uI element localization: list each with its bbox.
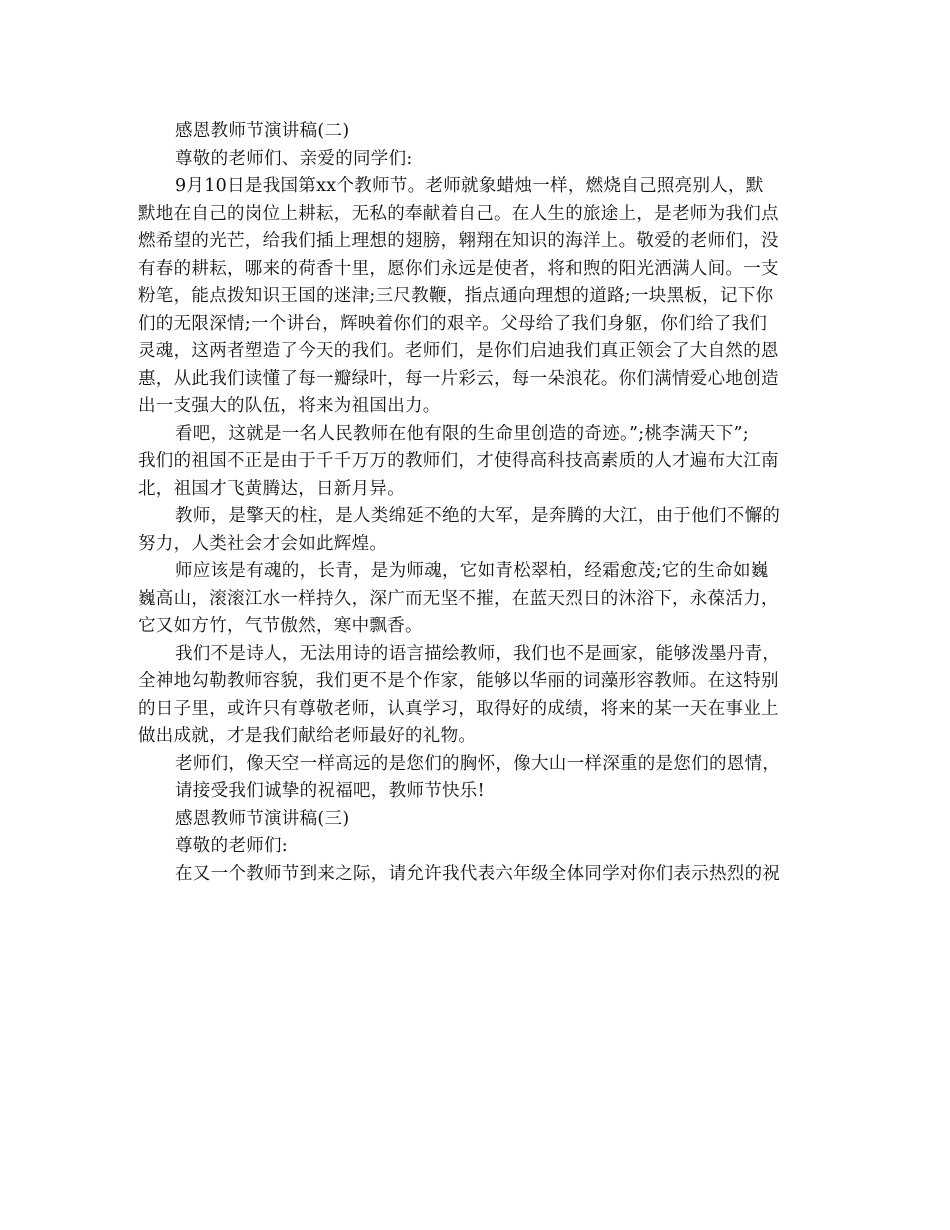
text-line: 努力，人类社会才会如此辉煌。 xyxy=(138,533,388,554)
salutation: 尊敬的老师们、亲爱的同学们: xyxy=(175,148,413,169)
text-line: 燃希望的光芒，给我们插上理想的翅膀，翱翔在知识的海洋上。敬爱的老师们，没 xyxy=(138,231,779,251)
text-line: 我们的祖国不正是由于千千万万的教师们，才使得高科技高素质的人才遍布大江南 xyxy=(138,451,779,471)
section-heading-2: 感恩教师节演讲稿(二) xyxy=(175,121,350,141)
text-line: 老师们，像天空一样高远的是您们的胸怀，像大山一样深重的是您们的恩情， xyxy=(175,753,781,774)
text-line: 我们不是诗人，无法用诗的语言描绘教师，我们也不是画家，能够泼墨丹青， xyxy=(175,643,781,664)
text-line: 的日子里，或许只有尊敬老师，认真学习，取得好的成绩，将来的某一天在事业上 xyxy=(138,698,779,719)
text-line: 出一支强大的队伍，将来为祖国出力。 xyxy=(138,396,441,416)
text-line: 默地在自己的岗位上耕耘，无私的奉献着自己。在人生的旅途上，是老师为我们点 xyxy=(138,203,779,224)
text-line: 北，祖国才飞黄腾达，日新月异。 xyxy=(138,478,405,499)
text-line: 惠，从此我们读懂了每一瓣绿叶，每一片彩云，每一朵浪花。你们满情爱心地创造 xyxy=(138,368,779,389)
text-line: 做出成就，才是我们献给老师最好的礼物。 xyxy=(138,726,477,746)
salutation: 尊敬的老师们: xyxy=(175,836,288,856)
text-line: 在又一个教师节到来之际，请允许我代表六年级全体同学对你们表示热烈的祝 xyxy=(175,863,781,884)
text-line: 它又如方竹，气节傲然，寒中飘香。 xyxy=(138,616,423,636)
text-line: 巍高山，滚滚江水一样持久，深广而无坚不摧，在蓝天烈日的沐浴下，永葆活力， xyxy=(138,588,779,609)
text-line: 们的无限深情;一个讲台，辉映着你们的艰辛。父母给了我们身躯，你们给了我们 xyxy=(138,313,768,334)
text-line: 看吧，这就是一名人民教师在他有限的生命里创造的奇迹。”;桃李满天下”; xyxy=(175,423,749,444)
text-line: 粉笔，能点拨知识王国的迷津;三尺教鞭，指点通向理想的道路;一块黑板，记下你 xyxy=(138,286,774,306)
text-line: 请接受我们诚挚的祝福吧，教师节快乐! xyxy=(175,781,485,801)
section-heading-3: 感恩教师节演讲稿(三) xyxy=(175,808,350,829)
text-line: 灵魂，这两者塑造了今天的我们。老师们，是你们启迪我们真正领会了大自然的恩 xyxy=(138,341,779,361)
document-body xyxy=(138,118,818,888)
text-line: 9月10日是我国第xx个教师节。老师就象蜡烛一样，燃烧自己照亮别人，默 xyxy=(175,176,764,196)
text-line: 师应该是有魂的，长青，是为师魂，它如青松翠柏，经霜愈茂;它的生命如巍 xyxy=(175,561,769,581)
text-line: 教师，是擎天的柱，是人类绵延不绝的大军，是奔腾的大江，由于他们不懈的 xyxy=(175,506,781,526)
text-line: 有春的耕耘，哪来的荷香十里，愿你们永远是使者，将和煦的阳光洒满人间。一支 xyxy=(138,258,779,279)
text-line: 全神地勾勒教师容貌，我们更不是个作家，能够以华丽的词藻形容教师。在这特别 xyxy=(138,671,779,691)
